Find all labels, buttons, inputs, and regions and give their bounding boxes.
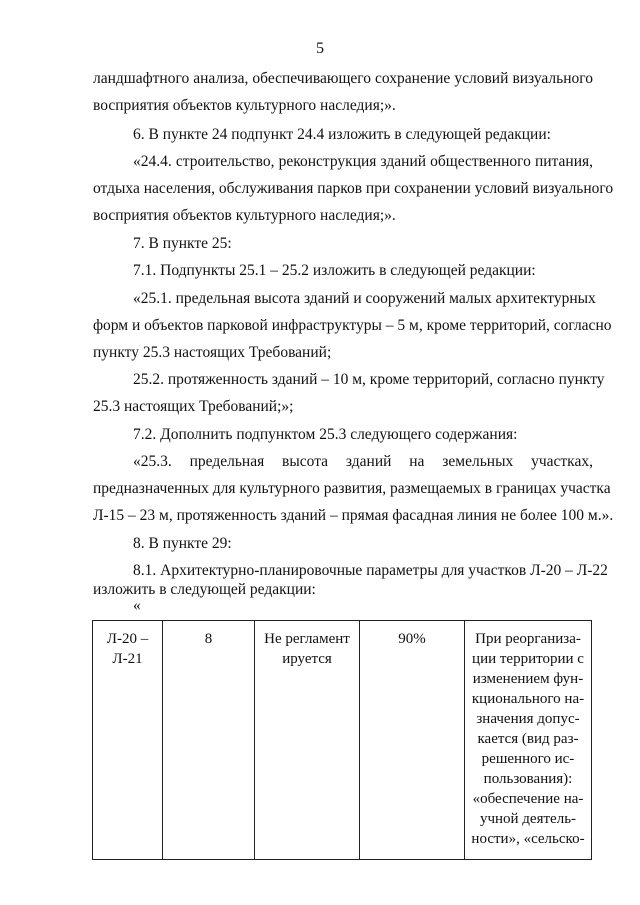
paragraph-line: восприятия объектов культурного наследия;». <box>93 97 396 114</box>
paragraph-line: отдыха населения, обслуживания парков при сохранении условий визуального <box>93 180 614 197</box>
paragraph-line: «25.3. предельная высота зданий на земельных участках, <box>133 453 593 470</box>
paragraph-line: «25.1. предельная высота зданий и сооружений малых архитектурных <box>133 290 596 307</box>
cell-line: учной деятель- <box>479 811 577 827</box>
cell-line: «обеспечение на- <box>472 791 584 807</box>
paragraph-line: форм и объектов парковой инфраструктуры – 5 м, кроме территорий, согласно <box>93 317 612 334</box>
page-number: 5 <box>316 40 324 57</box>
cell-line: ности», «сельско- <box>471 831 585 847</box>
table-cell-zone <box>93 621 163 860</box>
table-row <box>93 621 592 860</box>
cell-line: изменением фун- <box>472 671 584 687</box>
cell-line: Не регламент <box>264 631 350 647</box>
table-cell-note <box>465 621 592 860</box>
paragraph-line: 7. В пункте 25: <box>133 235 232 252</box>
cell-line: Л-21 <box>112 651 143 667</box>
paragraph-line: 25.2. протяженность зданий – 10 м, кроме территорий, согласно пункту <box>133 371 605 388</box>
paragraph-line: 7.2. Дополнить подпунктом 25.3 следующего содержания: <box>133 426 518 443</box>
paragraph-line: восприятия объектов культурного наследия;». <box>93 207 396 224</box>
paragraph-line: пункту 25.3 настоящих Требований; <box>93 344 332 361</box>
paragraph-line: изложить в следующей редакции: <box>93 581 316 598</box>
cell-line: кается (вид раз- <box>477 731 579 747</box>
paragraph-line: предназначенных для культурного развития, размещаемых в границах участка <box>93 480 611 497</box>
cell-line: Л-20 – <box>106 631 149 647</box>
cell-line: При реорганиза- <box>475 631 581 647</box>
opening-quote: « <box>133 597 141 614</box>
cell-line: пользования): <box>483 771 573 787</box>
cell-line: 8 <box>204 631 213 647</box>
paragraph-line: Л-15 – 23 м, протяженность зданий – прямая фасадная линия не более 100 м.». <box>93 507 614 524</box>
cell-line: значения допус- <box>476 711 580 727</box>
paragraph-line: 25.3 настоящих Требований;»; <box>93 398 294 415</box>
parameters-table <box>92 620 592 860</box>
paragraph-line: ландшафтного анализа, обеспечивающего сохранение условий визуального <box>93 70 593 87</box>
cell-line: 90% <box>398 631 426 647</box>
cell-line: кционального на- <box>471 691 585 707</box>
cell-line: решенного ис- <box>481 751 575 767</box>
cell-line: ции территории с <box>472 651 584 667</box>
paragraph-line: 7.1. Подпункты 25.1 – 25.2 изложить в следующей редакции: <box>133 262 536 279</box>
table-cell-regulation <box>255 621 360 860</box>
paragraph-line: «24.4. строительство, реконструкция зданий общественного питания, <box>133 153 593 170</box>
paragraph-line: 6. В пункте 24 подпункт 24.4 изложить в следующей редакции: <box>133 126 551 143</box>
paragraph-line: 8. В пункте 29: <box>133 535 232 552</box>
paragraph-line: 8.1. Архитектурно-планировочные параметры для участков Л-20 – Л-22 <box>133 562 608 579</box>
table-cell-percent <box>360 621 465 860</box>
cell-line: ируется <box>282 651 332 667</box>
table-cell-value <box>163 621 255 860</box>
